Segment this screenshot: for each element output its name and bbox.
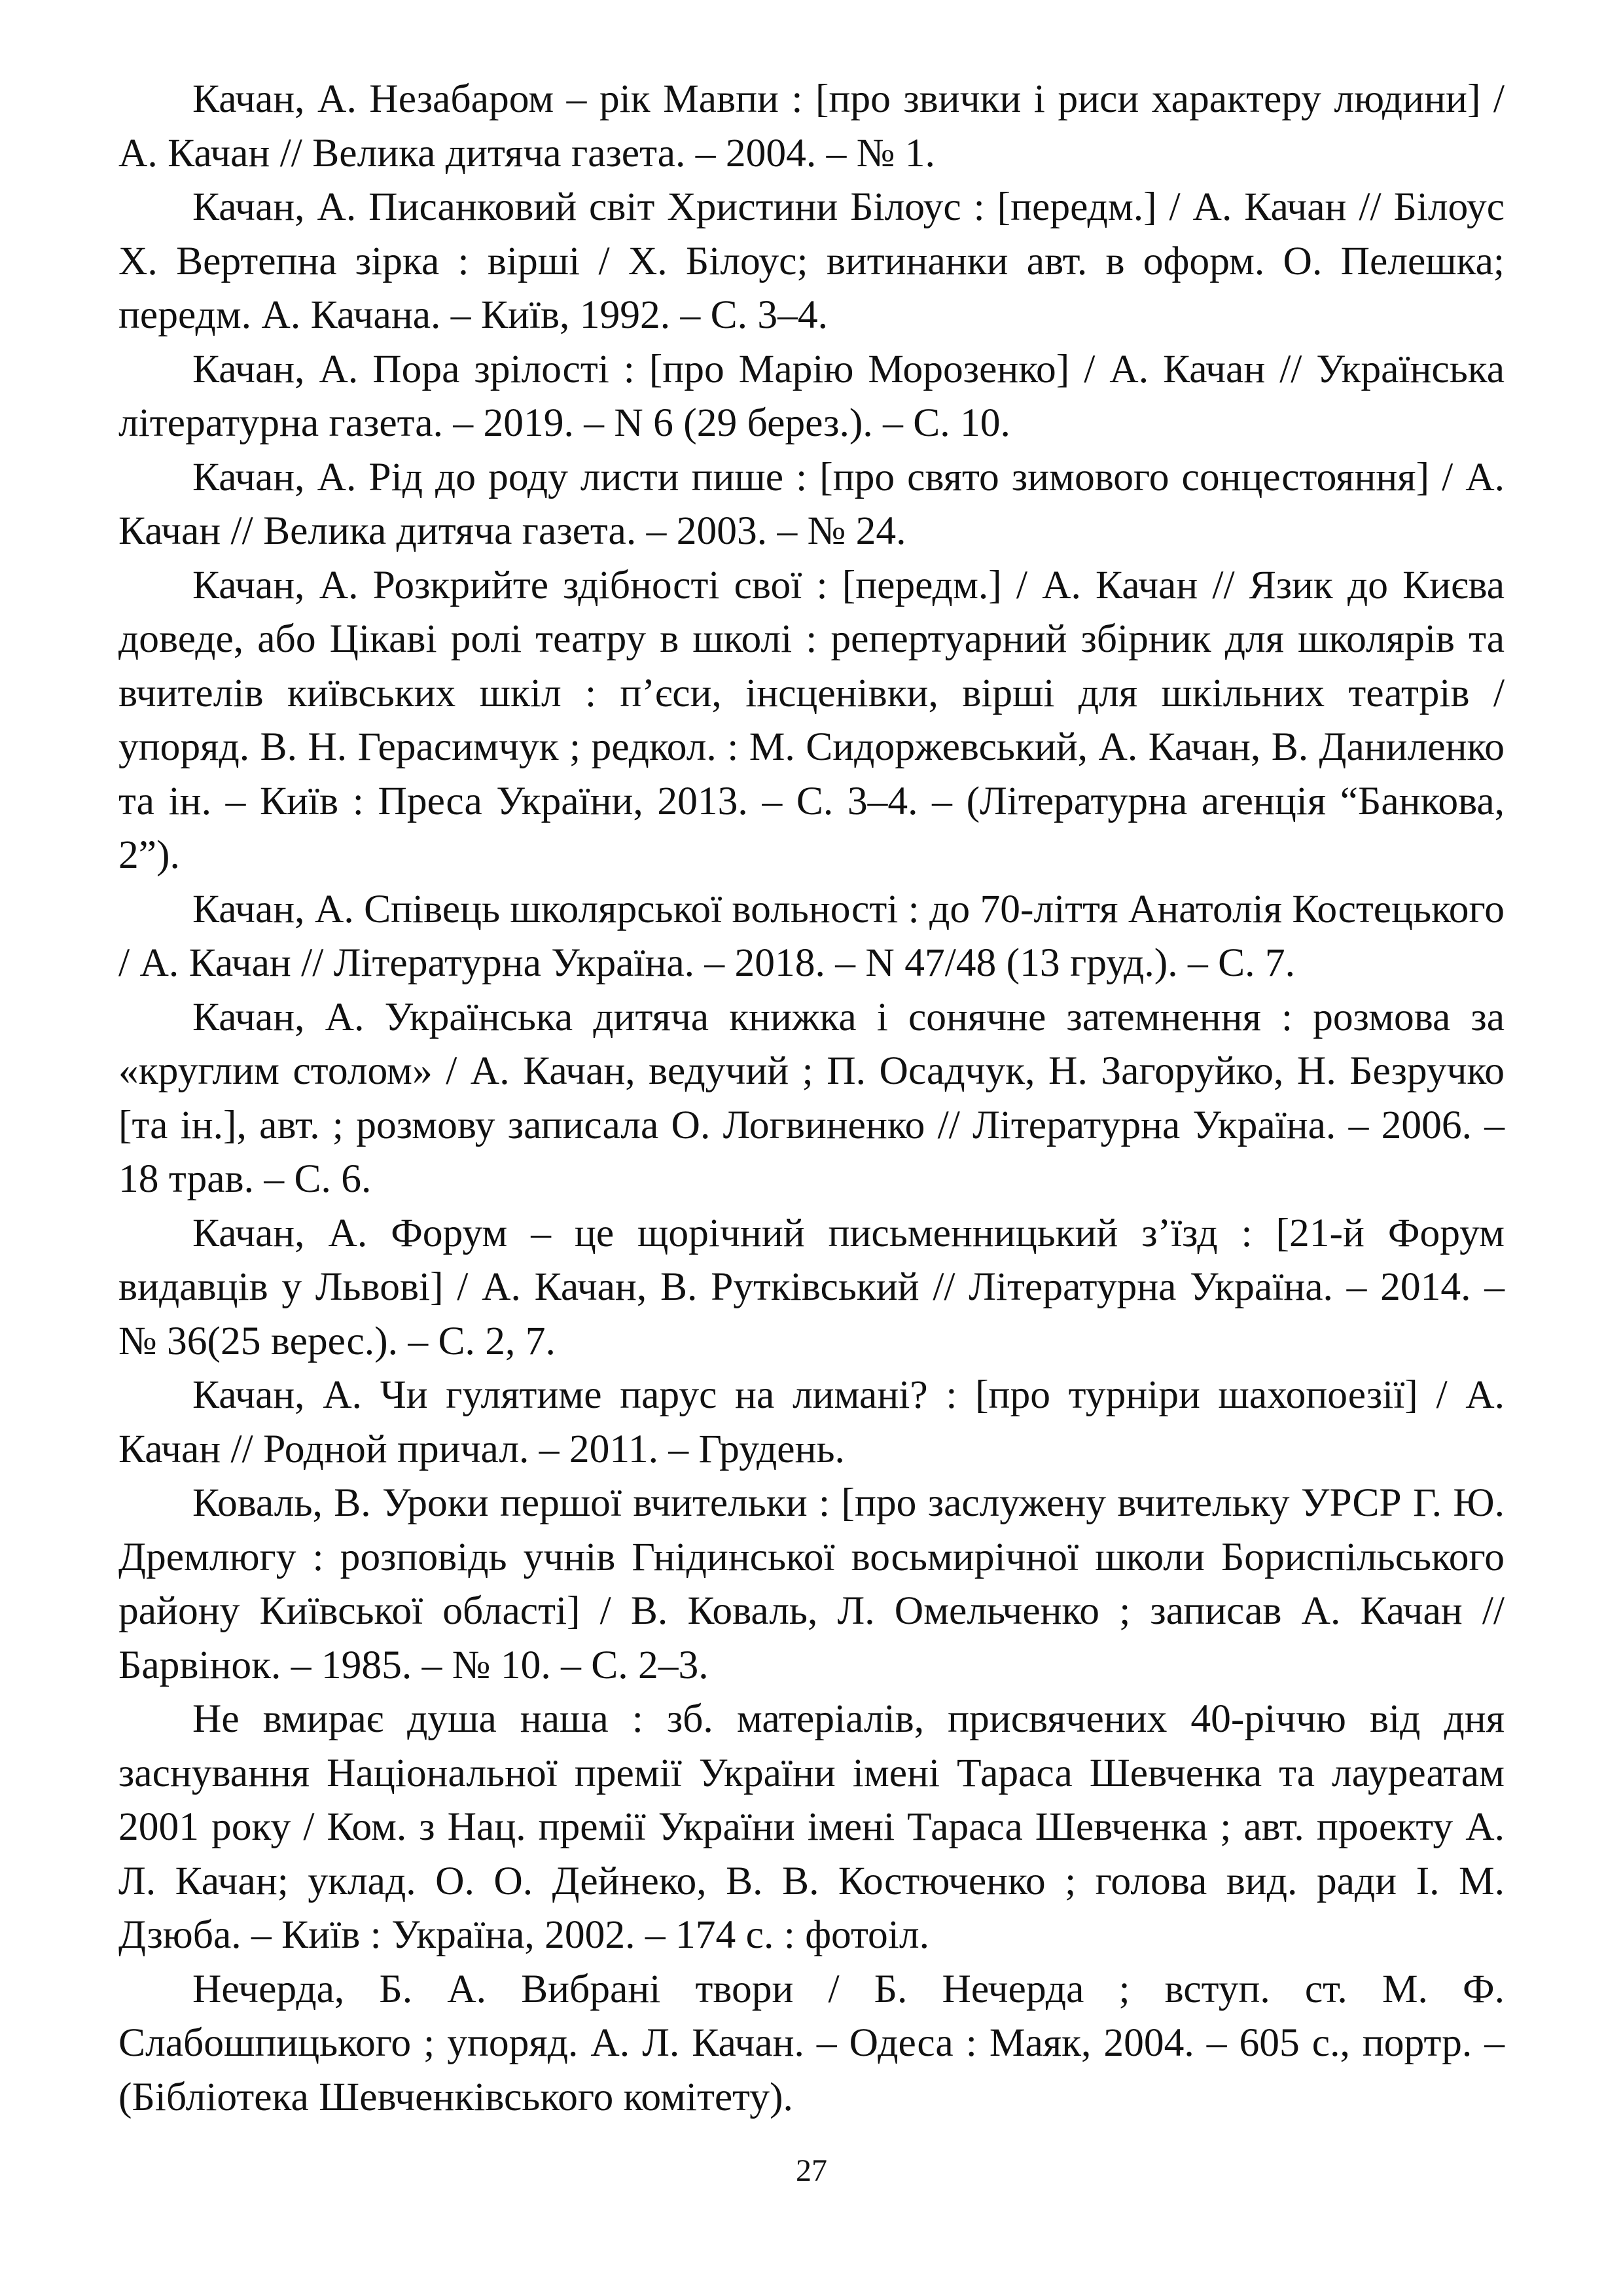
bibliography-entry: Коваль, В. Уроки першої вчительки : [про заслужену вчительку УРСР Г. Ю. Дремлюгу : розповідь учнів Гнідинської восьмирічної школи Бориспільського району Київської області] / В. Коваль, Л. Омельченко ; записав А. Качан // Барвінок. – 1985. – № 10. – С. 2–3. bbox=[118, 1480, 1505, 1687]
bibliography-entry: Качан, А. Форум – це щорічний письменницький з’їзд : [21-й Форум видавців у Львові] / А. Качан, В. Рутківський // Літературна Україна. – 2014. – № 36(25 верес.). – С. 2, 7. bbox=[118, 1210, 1505, 1363]
bibliography-entry: Качан, А. Розкрийте здібності свої : [передм.] / А. Качан // Язик до Києва доведе, або Цікаві ролі театру в школі : репертуарний збірник для школярів та вчителів київських шкіл : п’єси, інсценівки, вірші для шкільних театрів / упоряд. В. Н. Герасимчук ; редкол. : М. Сидоржевський, А. Качан, В. Даниленко та ін. – Київ : Преса України, 2013. – С. 3–4. – (Літературна агенція “Банкова, 2”). bbox=[118, 562, 1505, 877]
bibliography-entry: Качан, А. Пора зрілості : [про Марію Морозенко] / А. Качан // Українська літературна газета. – 2019. – N 6 (29 берез.). – С. 10. bbox=[118, 346, 1505, 445]
bibliography-list bbox=[118, 72, 1505, 2124]
bibliography-entry: Качан, А. Співець школярської вольності : до 70-ліття Анатолія Костецького / А. Качан // Літературна Україна. – 2018. – N 47/48 (13 груд.). – С. 7. bbox=[118, 886, 1505, 985]
bibliography-entry: Не вмирає душа наша : зб. матеріалів, присвячених 40-річчю від дня заснування Національної премії України імені Тараса Шевченка та лауреатам 2001 року / Ком. з Нац. премії України імені Тараса Шевченка ; авт. проекту А. Л. Качан; уклад. О. О. Дейнеко, В. В. Костюченко ; голова вид. ради І. М. Дзюба. – Київ : Україна, 2002. – 174 с. : фотоіл. bbox=[118, 1696, 1505, 1957]
bibliography-entry: Качан, А. Рід до роду листи пише : [про свято зимового сонцестояння] / А. Качан // Велика дитяча газета. – 2003. – № 24. bbox=[118, 454, 1505, 553]
bibliography-entry: Качан, А. Незабаром – рік Мавпи : [про звички і риси характеру людини] / А. Качан // Велика дитяча газета. – 2004. – № 1. bbox=[118, 77, 1505, 175]
page-number: 27 bbox=[796, 2153, 827, 2188]
bibliography-entry: Качан, А. Чи гулятиме парус на лимані? : [про турніри шахопоезії] / А. Качан // Родной причал. – 2011. – Грудень. bbox=[118, 1372, 1505, 1471]
bibliography-entry: Качан, А. Писанковий світ Христини Білоус : [передм.] / А. Качан // Білоус Х. Вертепна зірка : вірші / Х. Білоус; витинанки авт. в оформ. О. Пелешка; передм. А. Качана. – Київ, 1992. – С. 3–4. bbox=[118, 185, 1505, 337]
bibliography-entry: Нечерда, Б. А. Вибрані твори / Б. Нечерда ; вступ. ст. М. Ф. Слабошпицького ; упоряд. А. Л. Качан. – Одеса : Маяк, 2004. – 605 с., портр. – (Бібліотека Шевченківського комітету). bbox=[118, 1966, 1505, 2119]
bibliography-entry: Качан, А. Українська дитяча книжка і сонячне затемнення : розмова за «круглим столом» / А. Качан, ведучий ; П. Осадчук, Н. Загоруйко, Н. Безручко [та ін.], авт. ; розмову записала О. Логвиненко // Літературна Україна. – 2006. – 18 трав. – С. 6. bbox=[118, 994, 1505, 1201]
